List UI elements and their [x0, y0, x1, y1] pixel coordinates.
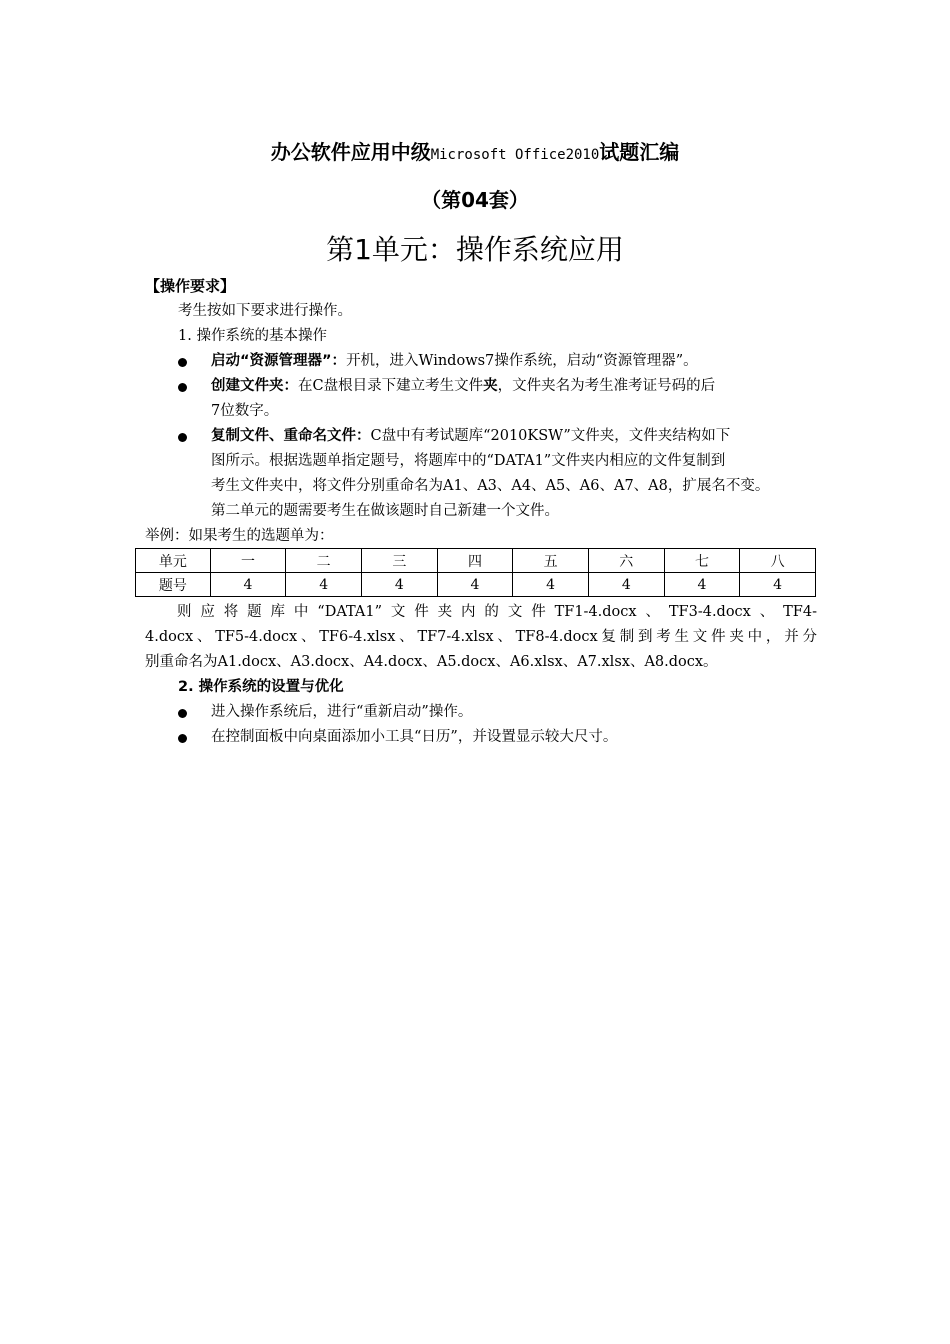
- bullet-body-line2: 7位数字。: [211, 403, 279, 419]
- table-cell: 题号: [136, 573, 211, 597]
- bullet-bold-label: 复制文件、重命名文件：: [211, 428, 371, 444]
- table-cell: 4: [361, 573, 437, 597]
- table-cell: 4: [210, 573, 286, 597]
- example-label: 举例：如果考生的选题单为：: [145, 528, 334, 544]
- table-cell: 二: [286, 549, 362, 573]
- bullet-dot-icon: [178, 358, 187, 367]
- explain-line-2: 4.docx、TF5-4.docx、TF6-4.xlsx、TF7-4.xlsx、TF8-4.docx复制到考生文件夹中，并分: [145, 629, 817, 645]
- table-cell: 三: [361, 549, 437, 573]
- section-label: 【操作要求】: [145, 277, 236, 295]
- document-subtitle: （第04套）: [421, 188, 529, 212]
- table-cell: 四: [437, 549, 513, 573]
- bullet-body-line2: 图所示。根据选题单指定题号，将题库中的“DATA1”文件夹内相应的文件复制到: [211, 453, 726, 469]
- item1-heading: 1. 操作系统的基本操作: [178, 328, 327, 344]
- table-cell: 4: [437, 573, 513, 597]
- table-cell: 4: [664, 573, 740, 597]
- item2-heading: 2. 操作系统的设置与优化: [178, 679, 344, 695]
- bullet-bold-label: 创建文件夹：: [211, 378, 298, 394]
- document-title: [0, 138, 950, 169]
- table-cell: 一: [210, 549, 286, 573]
- bullet-body-line4: 第二单元的题需要考生在做该题时自己新建一个文件。: [211, 503, 559, 519]
- table-cell: 4: [286, 573, 362, 597]
- bullet-dot-icon: [178, 383, 187, 392]
- explain-line-1: 则应将题库中“DATA1”文件夹内的文件TF1-4.docx、TF3-4.docx、TF4-: [177, 604, 817, 620]
- bullet-dot-icon: [178, 433, 187, 442]
- table-cell: 六: [588, 549, 664, 573]
- bullet-bold-label: 启动“资源管理器”：: [211, 353, 347, 369]
- bullet-text: [211, 374, 823, 424]
- table-cell: 七: [664, 549, 740, 573]
- bullet-bold-mid: 夹: [483, 378, 498, 394]
- bullet-text: [211, 349, 823, 374]
- table-cell: 五: [513, 549, 589, 573]
- bullet-dot-icon: [178, 734, 187, 743]
- bullet-body: 进入操作系统后，进行“重新启动”操作。: [211, 704, 473, 720]
- bullet-body: 在C盘根目录下建立考生文件: [298, 378, 484, 394]
- table-cell: 4: [740, 573, 816, 597]
- bullet-text: [211, 424, 823, 524]
- table-cell: 4: [513, 573, 589, 597]
- bullet-body: 在控制面板中向桌面添加小工具“日历”，并设置显示较大尺寸。: [211, 729, 618, 745]
- table-cell: 4: [588, 573, 664, 597]
- bullet-body: ，文件夹名为考生准考证号码的后: [497, 378, 716, 394]
- title-prefix: 办公软件应用中级: [270, 140, 431, 164]
- title-suffix: 试题汇编: [599, 140, 680, 164]
- intro-text: 考生按如下要求进行操作。: [178, 303, 352, 319]
- bullet-body: 开机，进入Windows7操作系统，启动“资源管理器”。: [346, 353, 698, 369]
- bullet-dot-icon: [178, 709, 187, 718]
- bullet-body: C盘中有考试题库“2010KSW”文件夹，文件夹结构如下: [370, 428, 731, 444]
- selection-table: [135, 548, 816, 597]
- table-cell: 八: [740, 549, 816, 573]
- table-row: [136, 573, 816, 597]
- bullet-body-line3: 考生文件夹中，将文件分别重命名为A1、A3、A4、A5、A6、A7、A8，扩展名不变。: [211, 478, 770, 494]
- explain-line-3: 别重命名为A1.docx、A3.docx、A4.docx、A5.docx、A6.xlsx、A7.xlsx、A8.docx。: [145, 654, 718, 670]
- table-row: [136, 549, 816, 573]
- title-product: Microsoft Office2010: [430, 147, 600, 163]
- unit-heading: 第1单元：操作系统应用: [326, 233, 624, 266]
- table-cell: 单元: [136, 549, 211, 573]
